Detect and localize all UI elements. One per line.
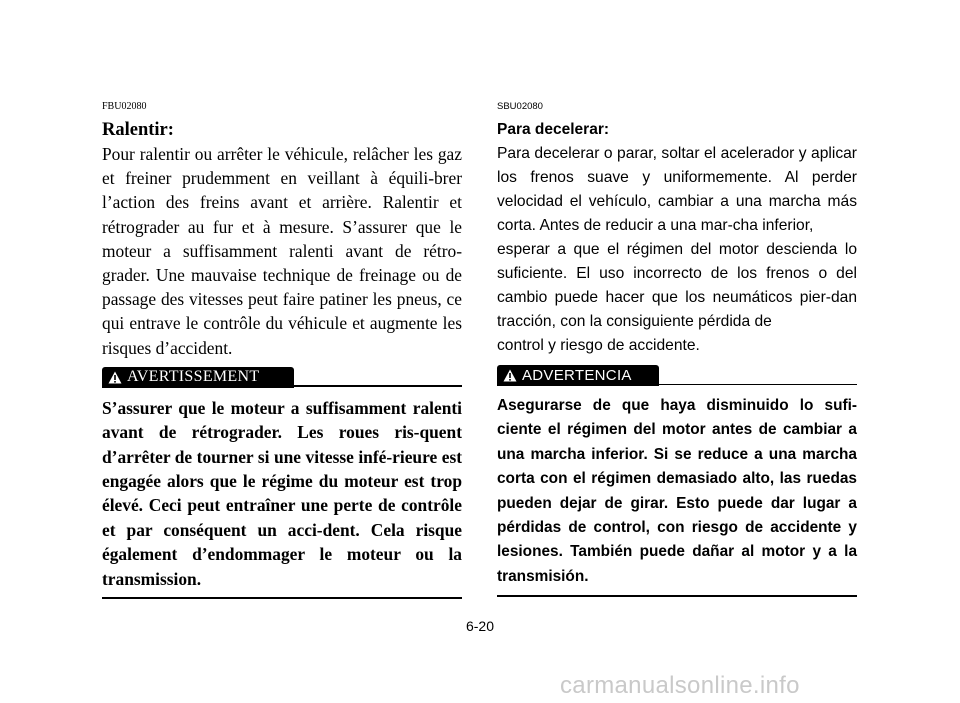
section-body: Pour ralentir ou arrêter le véhicule, relâcher les gaz et freiner prudemment en veillant à équili-brer l’action des freins avant et arrière. Ralentir et rétrograder au fur et à mesure. S’assurer que le moteur a suffisamment ralenti avant de rétro-grader. Une mauvaise technique de freinage ou de passage des vitesses peut faire patiner les pneus, ce qui entrave le contrôle du véhicule et augmente les risques d’accident. [102,144,462,358]
section-body-part-3: control y riesgo de accidente. [497,337,700,354]
warning-header [497,364,857,386]
french-column [102,100,462,599]
section-body-part-2: esperar a que el régimen del motor descienda lo suficiente. El uso incorrecto de los frenos o del cambio puede hacer que los neumáticos pier-dan tracción, con la consiguiente pérdida de [497,241,857,330]
watermark: carmanualsonline.info [560,672,800,699]
warning-label: AVERTISSEMENT [127,368,260,386]
page-number: 6-20 [465,618,495,634]
section-body-part-1: Para decelerar o parar, soltar el acelerador y aplicar los frenos suave y uniformemente. Al perder velocidad el vehículo, cambiar a una marcha más corta. Antes de reducir a una mar-cha inferior, [497,145,857,234]
warning-triangle-icon [503,369,517,382]
warning-text: Asegurarse de que haya disminuido lo sufi-ciente el régimen del motor antes de cambiar a una marcha inferior. Si se reduce a una marcha corta con el régimen demasiado alto, las ruedas pueden dejar de girar. Esto puede dar lugar a pérdidas de control, con riesgo de accidente y lesiones. También puede dañar al motor y a la transmisión. [497,397,857,585]
warning-label-box [497,365,659,386]
warning-label: ADVERTENCIA [522,367,632,384]
section-code: SBU02080 [497,101,543,112]
warning-header [102,366,462,388]
warning-triangle-icon [108,371,122,384]
section-heading: Para decelerar: [497,121,610,138]
warning-text: S’assurer que le moteur a suffisamment ralenti avant de rétrograder. Les roues ris-quent d’arrêter de tourner si une vitesse infé-rieure est engagée alors que le régime du moteur est trop élevé. Ceci peut entraîner une perte de contrôle et par conséquent un acci-dent. Cela risque également d’endommager le moteur ou la transmission. [102,397,462,589]
section-code: FBU02080 [102,101,147,112]
spanish-column [497,100,857,597]
warning-end-rule [497,595,857,597]
section-heading: Ralentir: [102,120,174,140]
warning-end-rule [102,597,462,599]
warning-label-box [102,367,294,388]
